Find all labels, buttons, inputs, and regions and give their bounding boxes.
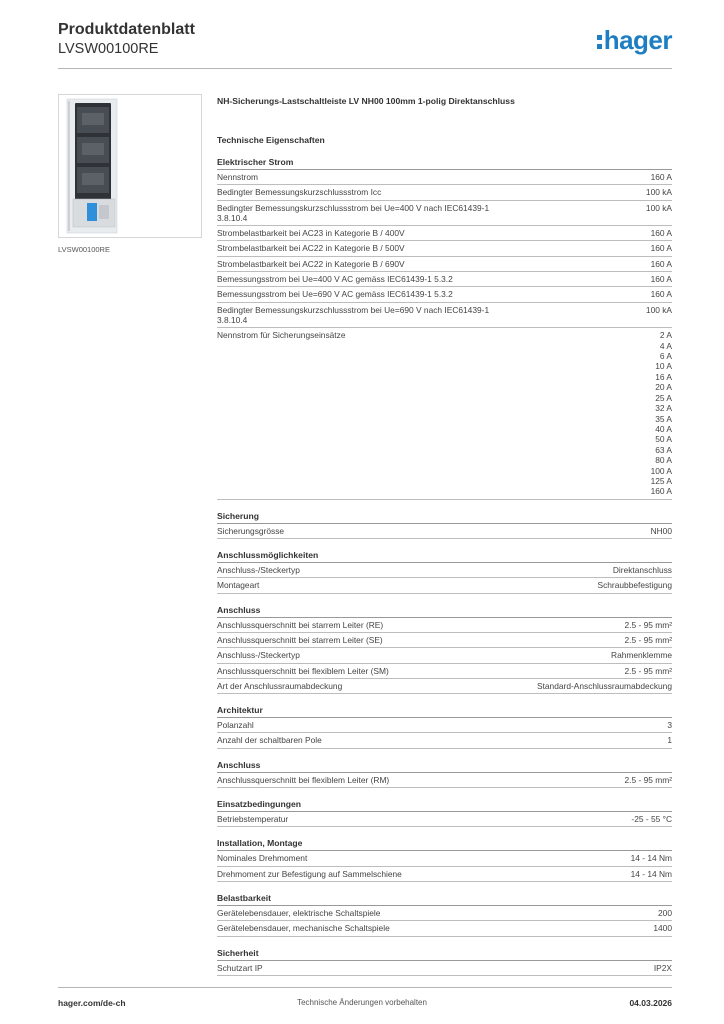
- spec-value-item: 160 A: [650, 486, 672, 497]
- spec-label: Art der Anschlussraumabdeckung: [217, 680, 343, 691]
- spec-label: Anzahl der schaltbaren Pole: [217, 735, 322, 746]
- spec-value-item: 125 A: [650, 475, 672, 486]
- spec-row: [217, 664, 672, 679]
- spec-group: [217, 157, 672, 500]
- product-image: [58, 94, 202, 238]
- spec-row: [217, 257, 672, 272]
- spec-label: Bemessungsstrom bei Ue=400 V AC gemäss IEC61439-1 5.3.2: [217, 274, 453, 285]
- spec-label: Anschluss-/Steckertyp: [217, 565, 300, 576]
- spec-value: 2.5 - 95 mm²: [624, 665, 672, 676]
- footer-date: 04.03.2026: [629, 998, 672, 1008]
- spec-value: 3: [667, 720, 672, 731]
- footer-website-link[interactable]: hager.com/de-ch: [58, 998, 126, 1008]
- spec-label: Bemessungsstrom bei Ue=690 V AC gemäss IEC61439-1 5.3.2: [217, 289, 453, 300]
- spec-label: Anschlussquerschnitt bei starrem Leiter (RE): [217, 619, 384, 630]
- spec-label: Sicherungsgrösse: [217, 525, 285, 536]
- footer-divider: [58, 987, 672, 988]
- spec-value: NH00: [650, 525, 672, 536]
- spec-label: Gerätelebensdauer, elektrische Schaltspiele: [217, 907, 381, 918]
- product-name: NH-Sicherungs-Lastschaltleiste LV NH00 100mm 1-polig Direktanschluss: [217, 96, 515, 106]
- spec-row: [217, 303, 672, 329]
- section-title: Technische Eigenschaften: [217, 135, 325, 145]
- spec-label: Drehmoment zur Befestigung auf Sammelschiene: [217, 868, 402, 879]
- spec-row: [217, 921, 672, 936]
- group-title: Belastbarkeit: [217, 893, 672, 906]
- logo-text: hager: [603, 25, 672, 55]
- footer-note: Technische Änderungen vorbehalten: [297, 998, 427, 1007]
- spec-content: [217, 96, 672, 987]
- spec-row: [217, 185, 672, 200]
- spec-label: Bedingter Bemessungskurzschlussstrom Icc: [217, 187, 382, 198]
- spec-row: [217, 773, 672, 788]
- header-divider: [58, 68, 672, 69]
- spec-value: 14 - 14 Nm: [630, 868, 672, 879]
- spec-label: Anschluss-/Steckertyp: [217, 650, 300, 661]
- document-header: [58, 20, 195, 58]
- spec-value: 100 kA: [645, 202, 672, 213]
- spec-value-item: 16 A: [655, 371, 672, 382]
- group-title: Installation, Montage: [217, 838, 672, 851]
- spec-value: 160 A: [650, 172, 672, 182]
- spec-group: [217, 760, 672, 788]
- group-title: Anschluss: [217, 760, 672, 773]
- spec-label: Nennstrom für Sicherungseinsätze: [217, 330, 346, 341]
- spec-value: IP2X: [653, 962, 672, 973]
- spec-value-item: 35 A: [655, 413, 672, 424]
- spec-group: [217, 511, 672, 539]
- spec-value: 2.5 - 95 mm²: [624, 774, 672, 785]
- spec-value-item: 25 A: [655, 392, 672, 403]
- spec-row-list: [217, 328, 672, 500]
- spec-value-item: 40 A: [655, 423, 672, 434]
- spec-value: Rahmenklemme: [611, 650, 672, 661]
- spec-row: [217, 867, 672, 882]
- spec-row: [217, 618, 672, 633]
- spec-value-list: [651, 330, 672, 497]
- spec-label: Strombelastbarkeit bei AC22 in Kategorie B / 500V: [217, 243, 405, 254]
- spec-value-item: 50 A: [655, 434, 672, 445]
- spec-row: [217, 287, 672, 302]
- spec-group: [217, 705, 672, 749]
- group-title: Elektrischer Strom: [217, 157, 672, 170]
- spec-row: [217, 226, 672, 241]
- spec-value: Standard-Anschlussraumabdeckung: [536, 680, 672, 691]
- spec-row: [217, 201, 672, 227]
- spec-row: [217, 679, 672, 694]
- spec-value: 14 - 14 Nm: [630, 853, 672, 864]
- spec-value: 160 A: [650, 258, 672, 269]
- spec-value: Direktanschluss: [612, 565, 672, 576]
- spec-value-item: 32 A: [655, 403, 672, 414]
- spec-row: [217, 718, 672, 733]
- spec-value: 160 A: [650, 289, 672, 300]
- spec-row: [217, 563, 672, 578]
- spec-value: 1: [667, 735, 672, 746]
- hager-logo: [597, 27, 672, 53]
- spec-label: Montageart: [217, 580, 260, 591]
- spec-label: Anschlussquerschnitt bei flexiblem Leiter (RM): [217, 774, 390, 785]
- spec-value-item: 63 A: [655, 444, 672, 455]
- spec-row: [217, 906, 672, 921]
- group-title: Sicherung: [217, 511, 672, 524]
- spec-value-item: 100 A: [650, 465, 672, 476]
- spec-groups: [217, 157, 672, 976]
- spec-value-item: 10 A: [655, 361, 672, 372]
- spec-label: Polanzahl: [217, 720, 254, 731]
- spec-row: [217, 272, 672, 287]
- spec-value: 160 A: [650, 243, 672, 254]
- spec-value: -25 - 55 °C: [631, 814, 672, 825]
- spec-value: Schraubbefestigung: [597, 580, 672, 591]
- spec-row: [217, 241, 672, 256]
- spec-row: [217, 648, 672, 663]
- spec-value: 160 A: [650, 274, 672, 285]
- spec-group: [217, 893, 672, 937]
- spec-label: Nennstrom: [217, 172, 258, 182]
- product-illustration: [59, 95, 201, 237]
- spec-label: Gerätelebensdauer, mechanische Schaltspiele: [217, 923, 390, 934]
- spec-value: 2.5 - 95 mm²: [624, 619, 672, 630]
- spec-group: [217, 948, 672, 976]
- spec-label: Bedingter Bemessungskurzschlussstrom bei Ue=400 V nach IEC61439-1 3.8.10.4: [217, 202, 490, 223]
- spec-label: Nominales Drehmoment: [217, 853, 308, 864]
- group-title: Architektur: [217, 705, 672, 718]
- spec-value-item: 80 A: [655, 455, 672, 466]
- spec-label: Strombelastbarkeit bei AC23 in Kategorie B / 400V: [217, 228, 405, 239]
- spec-value-item: 6 A: [659, 351, 672, 362]
- spec-group: [217, 799, 672, 827]
- spec-group: [217, 605, 672, 694]
- spec-row: [217, 812, 672, 827]
- spec-label: Betriebstemperatur: [217, 814, 289, 825]
- spec-group: [217, 550, 672, 594]
- spec-label: Schutzart IP: [217, 962, 263, 973]
- group-title: Sicherheit: [217, 948, 672, 961]
- group-title: Anschlussmöglichkeiten: [217, 550, 672, 563]
- spec-row: [217, 733, 672, 748]
- group-title: Einsatzbedingungen: [217, 799, 672, 812]
- spec-value: 100 kA: [645, 187, 672, 198]
- spec-label: Bedingter Bemessungskurzschlussstrom bei Ue=690 V nach IEC61439-1 3.8.10.4: [217, 304, 490, 325]
- spec-value: 2.5 - 95 mm²: [624, 634, 672, 645]
- spec-value: 200: [658, 907, 672, 918]
- spec-row: [217, 170, 672, 185]
- logo-dots-icon: [597, 35, 602, 49]
- spec-value-item: 2 A: [659, 330, 672, 341]
- spec-row: [217, 851, 672, 866]
- spec-value: 1400: [653, 923, 672, 934]
- spec-row: [217, 633, 672, 648]
- spec-label: Strombelastbarkeit bei AC22 in Kategorie B / 690V: [217, 258, 405, 269]
- spec-label: Anschlussquerschnitt bei starrem Leiter (SE): [217, 634, 383, 645]
- image-caption: LVSW00100RE: [58, 245, 110, 254]
- spec-row: [217, 524, 672, 539]
- product-code: LVSW00100RE: [58, 41, 159, 57]
- spec-row: [217, 961, 672, 976]
- spec-group: [217, 838, 672, 882]
- group-title: Anschluss: [217, 605, 672, 618]
- spec-value: 160 A: [650, 228, 672, 239]
- spec-value-item: 20 A: [655, 382, 672, 393]
- document-title: Produktdatenblatt: [58, 21, 195, 38]
- spec-label: Anschlussquerschnitt bei flexiblem Leiter (SM): [217, 665, 389, 676]
- spec-row: [217, 578, 672, 593]
- spec-value-item: 4 A: [659, 340, 672, 351]
- spec-value: 100 kA: [645, 304, 672, 315]
